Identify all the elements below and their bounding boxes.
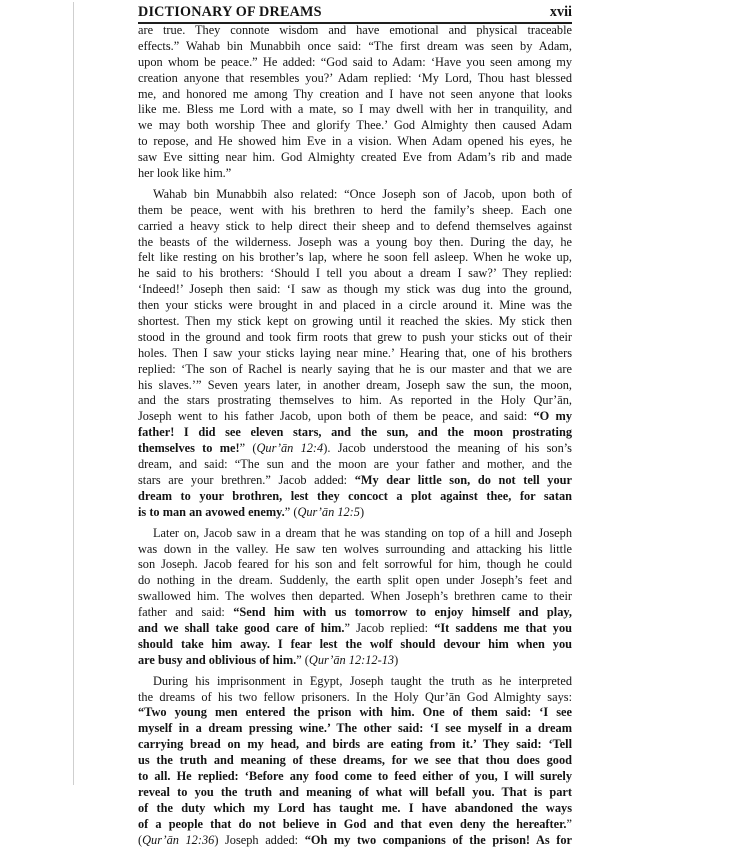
text-line [138,425,572,441]
text-line [138,235,572,251]
text-span: like me. Bless me Lord with a mate, so I may dwell with her in tranquility, and [138,102,572,117]
text-span: he said to his brothers: ‘Should I tell you about a dream I saw?’ They replied: [138,266,572,281]
text-line [138,489,572,505]
text-span: do nothing in the dream. Suddenly, the earth split open under Joseph’s feet and [138,573,572,588]
text-line [138,542,572,558]
text-line [138,526,572,542]
bold-quote-text: “My dear little son, do not tell your [354,472,572,487]
text-line [138,753,572,769]
text-span: swallowed him. The wolves then departed. When Joseph’s brethren came to their [138,589,572,604]
text-span: creation anyone that resembles you?’ Adam replied: ‘My Lord, Thou hast blessed [138,70,572,85]
text-line [138,801,572,817]
text-span: her look like him.” [138,166,232,181]
bold-quote-text: themselves to me! [138,441,240,456]
text-span: Wahab bin Munabbih also related: “Once Joseph son of Jacob, upon both of [153,186,572,201]
citation-text: Qur’ān 12:4 [256,441,324,456]
text-line [138,769,572,785]
text-line [138,219,572,235]
text-line [138,557,572,573]
text-span: ) [394,652,399,667]
text-line [138,621,572,637]
text-span: we may both worship Thee and glorify Thee.’ God Almighty then caused Adam [138,118,572,133]
text-span: carried a heavy stick to help direct their sheep and to defend themselves against [138,218,572,233]
page-binding-edge [73,2,74,785]
text-line [138,166,572,182]
text-span: me, and honored me among Thy creation and I have not seen anyone that looks [138,86,572,101]
text-line [138,653,572,669]
text-line [138,393,572,409]
bold-quote-text: is to man an avowed enemy. [138,504,285,519]
citation-text: Qur’ān 12:12-13 [308,652,395,667]
text-span: ” ( [284,504,298,519]
running-header [138,4,572,22]
bold-quote-text: of a people that do not believe in God and that even deny the hereafter. [138,816,567,831]
bold-quote-text: “O my [533,409,572,424]
text-line [138,203,572,219]
text-line [138,473,572,489]
bold-quote-text: and we shall take good care of him. [138,620,345,635]
text-span: stars are your brethren.” Jacob added: [138,472,355,487]
text-span: shortest. Then my stick kept on growing until it reached the skies. My stick then [138,314,572,329]
text-line [138,705,572,721]
bold-quote-text: reveal to you the truth and meaning of what will befall you. That is part [138,784,572,799]
text-span: ” Jacob replied: [344,620,435,635]
text-line [138,817,572,833]
text-span: are true. They connote wisdom and have emotional and physical traceable [138,23,572,37]
citation-text: Qur’ān 12:36 [142,832,215,847]
text-line [138,55,572,71]
text-line [138,721,572,737]
bold-quote-text: carrying bread on my head, and birds are eating from it.’ They said: ‘Tell [138,737,572,752]
text-line [138,250,572,266]
text-span: effects.” Wahab bin Munabbih once said: “The first dream was seen by Adam, [138,38,572,53]
bold-quote-text: to all. He replied: ‘Before any food come to feed either of you, I will surely [138,768,572,783]
text-line [138,637,572,653]
text-line [138,71,572,87]
text-span: replied: ‘The son of Rachel is nearly saying that he is our master and that we are [138,361,572,376]
text-span: holes. Then I saw your sticks laying near mine.’ Hearing that, one of his brothers [138,345,572,360]
text-line [138,118,572,134]
text-span: upon whom be peace.” He added: “God said to Adam: ‘Have you seen among my [138,54,572,69]
text-span: son Joseph. Jacob feared for his son and felt sorrowful for him, though he could [138,557,572,572]
text-span: ). Jacob understood the meaning of his son’s [323,441,572,456]
text-line [138,298,572,314]
text-span: ) [359,504,365,519]
bold-quote-text: “Send him with us tomorrow to enjoy himself and play, [233,605,572,620]
page-number: xvii [549,4,572,20]
text-line [138,674,572,690]
text-span: the beasts of the wilderness. Joseph was a young boy then. During the day, he [138,234,572,249]
text-span: the dreams of his two fellow prisoners. In the Holy Qur’ān God Almighty says: [138,689,572,704]
bold-quote-text: “Oh my two companions of the prison! As for [304,832,573,847]
text-line [138,589,572,605]
text-line [138,785,572,801]
text-span: ( [138,832,143,847]
text-line [138,362,572,378]
text-line [138,346,572,362]
text-span: ‘Indeed!’ Joseph then said: ‘I saw as though my stick was dug into the ground, [138,282,572,297]
text-line [138,102,572,118]
text-span: father and said: [138,605,234,620]
body-text [138,23,572,848]
text-line [138,187,572,203]
bold-quote-text: of the duty which my Lord has taught me. I have abandoned the ways [138,800,572,815]
text-line [138,314,572,330]
text-line [138,457,572,473]
bold-quote-text: us the truth and meaning of these dreams, for we see that thou does good [138,753,572,768]
book-title: DICTIONARY OF DREAMS [138,4,322,20]
text-line [138,378,572,394]
bold-quote-text: “It saddens me that you [434,620,572,635]
text-line [138,266,572,282]
text-span: them be peace, went with his brethren to herd the family’s sheep. Each one [138,202,572,217]
text-line [138,690,572,706]
text-line [138,573,572,589]
text-line [138,605,572,621]
text-span: saw Eve sitting near him. God Almighty created Eve from Adam’s rib and made [138,150,572,165]
text-span: and the stars prostrating themselves to him. As reported in the Holy Qur’ān, [138,393,572,408]
text-span: then your sticks were brought in and placed in a circle around it. Mine was the [138,298,572,313]
text-span: stood in the ground and took firm roots that grew to push your sticks out of their [138,329,572,344]
text-line [138,134,572,150]
text-span: ” ( [296,652,309,667]
bold-quote-text: “Two young men entered the prison with him. One of them said: ‘I see [138,705,572,720]
text-span: ” [566,816,572,831]
citation-text: Qur’ān 12:5 [297,504,360,519]
text-span: ” ( [239,441,257,456]
text-span: Joseph went to his father Jacob, upon both of them be peace, and said: [138,409,534,424]
text-span: was down in the valley. He saw ten wolves surrounding and attacking his little [138,541,572,556]
text-line [138,441,572,457]
text-line [138,505,572,521]
text-line [138,737,572,753]
text-span: to repose, and He showed him Eve in a vision. When Adam opened his eyes, he [138,134,572,149]
bold-quote-text: father! I did see eleven stars, and the sun, and the moon prostrating [138,425,572,440]
text-line [138,833,572,848]
text-line [138,23,572,39]
bold-quote-text: myself in a dream pressing wine.’ The other said: ‘I see myself in a dream [138,721,572,736]
text-span: ) Joseph added: [214,832,305,847]
text-line [138,39,572,55]
text-line [138,282,572,298]
text-span: his slaves.’” Seven years later, in another dream, Joseph saw the sun, the moon, [138,377,572,392]
bold-quote-text: dream to your brothren, lest they concoct a plot against thee, for satan [138,488,572,503]
bold-quote-text: are busy and oblivious of him. [138,652,297,667]
text-span: Later on, Jacob saw in a dream that he was standing on top of a hill and Joseph [153,525,572,540]
text-line [138,150,572,166]
bold-quote-text: should take him away. I fear lest the wolf should devour him when you [138,636,572,651]
text-line [138,409,572,425]
text-span: felt like resting on his brother’s lap, where he soon fell asleep. When he woke up, [138,250,572,265]
text-span: During his imprisonment in Egypt, Joseph taught the truth as he interpreted [153,673,572,688]
text-line [138,87,572,103]
text-span: dream, and said: “The sun and the moon are your father and mother, and the [138,457,572,472]
text-line [138,330,572,346]
